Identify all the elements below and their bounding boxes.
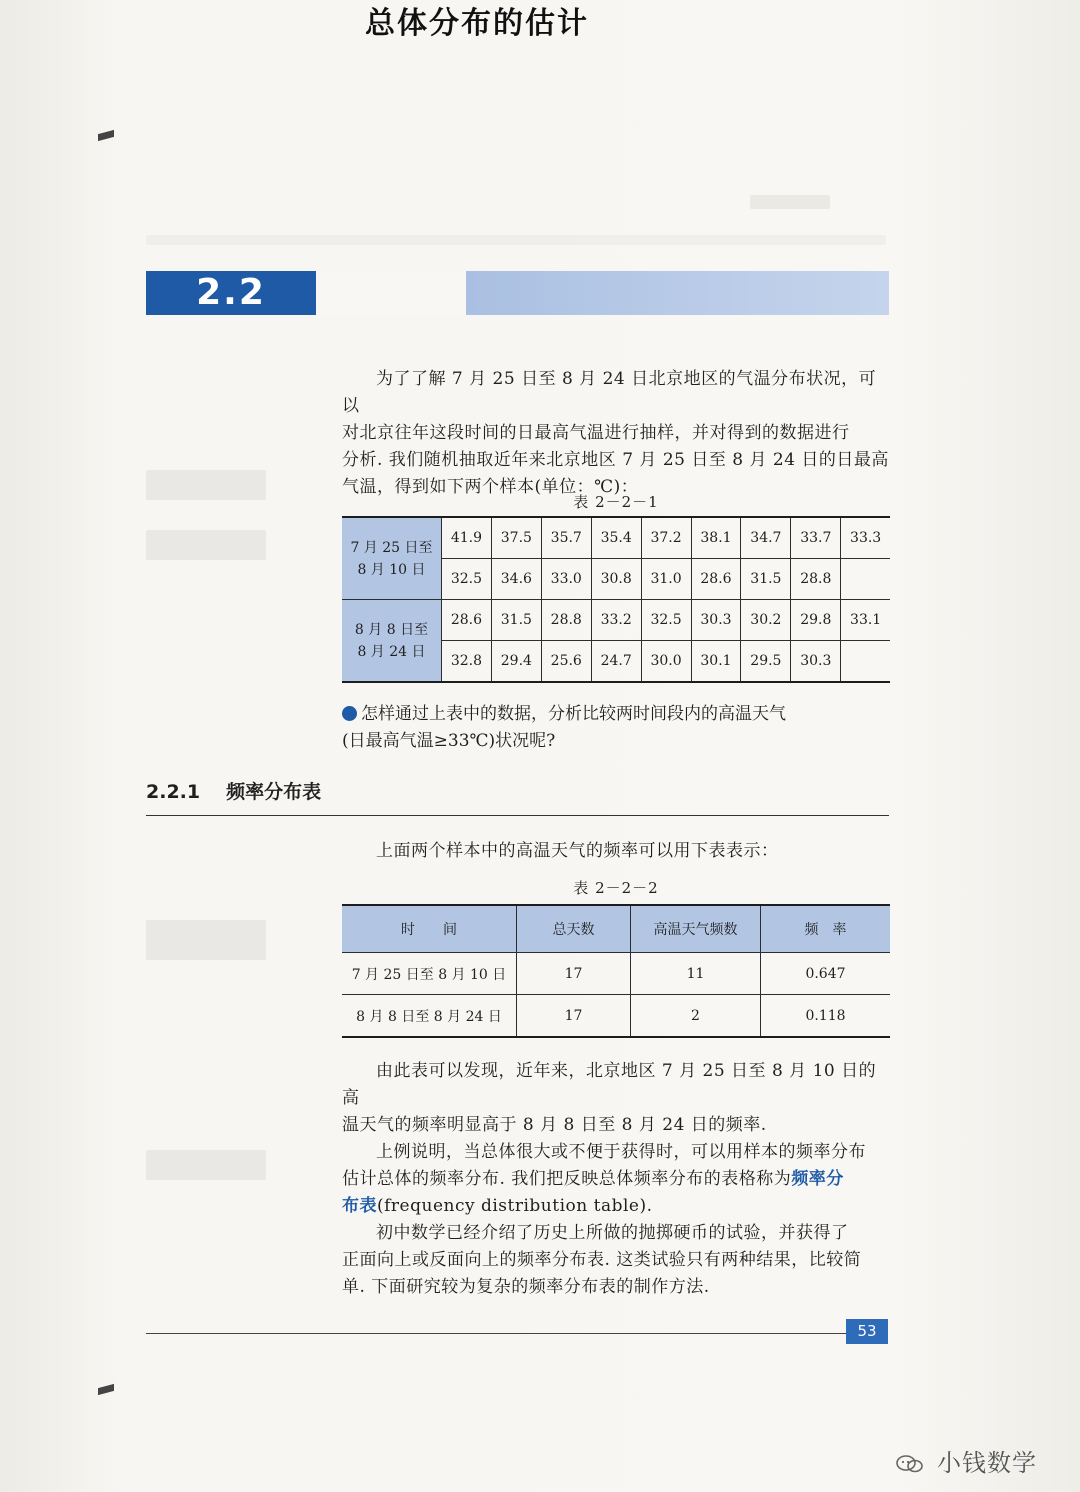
table-cell: 24.7: [591, 641, 641, 683]
bleed-through: [146, 470, 266, 500]
section-banner: [146, 271, 889, 315]
temperature-sample-table: [342, 516, 890, 683]
column-header: 总天数: [517, 905, 631, 953]
intro-paragraph: [342, 366, 890, 501]
table-row: [342, 600, 890, 641]
body-text: [342, 1058, 890, 1301]
table-cell: 38.1: [691, 517, 741, 559]
table-cell: 30.2: [741, 600, 791, 641]
subsection-heading: [146, 777, 321, 804]
table-cell: 32.8: [442, 641, 492, 683]
body-line: 由此表可以发现，近年来，北京地区 7 月 25 日至 8 月 10 日的高: [342, 1061, 877, 1108]
scan-mark: [98, 1384, 114, 1395]
key-term: 频率分: [791, 1169, 844, 1189]
table-cell: 33.0: [541, 559, 591, 600]
intro-line: 为了了解 7 月 25 日至 8 月 24 日北京地区的气温分布状况，可以: [342, 369, 877, 416]
frequency-table: [342, 904, 890, 1038]
body-line: 初中数学已经介绍了历史上所做的抛掷硬币的试验，并获得了: [376, 1223, 849, 1243]
body-line: 布表(frequency distribution table).: [342, 1196, 653, 1216]
bleed-through: [750, 195, 830, 209]
bleed-through: [146, 1150, 266, 1180]
table-cell: 0.118: [761, 995, 891, 1038]
table-cell: 11: [631, 953, 761, 995]
table-cell: 28.8: [541, 600, 591, 641]
body-line: 估计总体的频率分布. 我们把反映总体频率分布的表格称为频率分: [342, 1169, 844, 1189]
table-cell: 17: [517, 953, 631, 995]
column-header: 频 率: [761, 905, 891, 953]
table-cell: 34.6: [491, 559, 541, 600]
table-cell: 28.6: [691, 559, 741, 600]
table-cell: 29.4: [491, 641, 541, 683]
heading-divider: [146, 815, 889, 816]
intro-line: 分析. 我们随机抽取近年来北京地区 7 月 25 日至 8 月 24 日的日最高: [342, 450, 889, 470]
page-number: 53: [846, 1319, 888, 1344]
bleed-through: [146, 235, 886, 245]
subsection-title: 频率分布表: [226, 781, 322, 803]
table-row: [342, 953, 890, 995]
table-cell: 7 月 25 日至 8 月 10 日: [342, 953, 517, 995]
table-cell: 41.9: [442, 517, 492, 559]
column-header: 时 间: [342, 905, 517, 953]
table2-intro: 上面两个样本中的高温天气的频率可以用下表表示：: [376, 841, 779, 861]
section-title: 总体分布的估计: [365, 6, 589, 41]
table-cell: [841, 641, 890, 683]
table-cell: 2: [631, 995, 761, 1038]
footer-rule: [146, 1333, 846, 1334]
table-cell: 30.1: [691, 641, 741, 683]
wechat-icon: [895, 1454, 925, 1474]
column-header: 高温天气频数: [631, 905, 761, 953]
row-group-label: 7 月 25 日至 8 月 10 日: [342, 517, 442, 600]
table-cell: 30.8: [591, 559, 641, 600]
table-cell: [841, 559, 890, 600]
table-cell: 17: [517, 995, 631, 1038]
table-cell: 32.5: [442, 559, 492, 600]
bleed-through: [146, 920, 266, 960]
table-cell: 31.5: [491, 600, 541, 641]
table-cell: 34.7: [741, 517, 791, 559]
table-cell: 28.6: [442, 600, 492, 641]
table-cell: 35.4: [591, 517, 641, 559]
body-line: 上例说明，当总体很大或不便于获得时，可以用样本的频率分布: [376, 1142, 866, 1162]
body-line: 温天气的频率明显高于 8 月 8 日至 8 月 24 日的频率.: [342, 1115, 767, 1135]
body-line: 正面向上或反面向上的频率分布表. 这类试验只有两种结果，比较简: [342, 1250, 862, 1270]
bullet-icon: [342, 706, 357, 721]
table-header-row: [342, 905, 890, 953]
table-cell: 33.7: [791, 517, 841, 559]
table-cell: 29.5: [741, 641, 791, 683]
table-cell: 8 月 8 日至 8 月 24 日: [342, 995, 517, 1038]
table-cell: 33.2: [591, 600, 641, 641]
watermark-text: 小钱数学: [937, 1449, 1037, 1477]
table-row: [342, 995, 890, 1038]
section-number: 2.2: [146, 271, 316, 315]
bleed-through: [146, 530, 266, 560]
intro-line: 气温，得到如下两个样本(单位：℃)：: [342, 477, 639, 497]
key-term: 布表: [342, 1196, 377, 1216]
table-cell: 32.5: [641, 600, 691, 641]
table-cell: 37.5: [491, 517, 541, 559]
question-prompt: 怎样通过上表中的数据，分析比较两时间段内的高温天气 (日最高气温≥33℃)状况呢?: [342, 704, 786, 751]
table-row: [342, 517, 890, 559]
table-cell: 37.2: [641, 517, 691, 559]
table-cell: 33.3: [841, 517, 890, 559]
table-cell: 30.3: [791, 641, 841, 683]
table-cell: 30.0: [641, 641, 691, 683]
table1-caption: 表 2－2－1: [573, 493, 659, 511]
intro-line: 对北京往年这段时间的日最高气温进行抽样，并对得到的数据进行: [342, 423, 850, 443]
table-cell: 28.8: [791, 559, 841, 600]
table-cell: 30.3: [691, 600, 741, 641]
row-group-label: 8 月 8 日至 8 月 24 日: [342, 600, 442, 683]
table-cell: 29.8: [791, 600, 841, 641]
body-line: 单. 下面研究较为复杂的频率分布表的制作方法.: [342, 1277, 710, 1297]
table-cell: 31.5: [741, 559, 791, 600]
table2-caption: 表 2－2－2: [573, 879, 659, 897]
table-cell: 25.6: [541, 641, 591, 683]
scan-mark: [98, 130, 114, 141]
table-cell: 35.7: [541, 517, 591, 559]
subsection-number: 2.2.1: [146, 781, 201, 803]
table-cell: 0.647: [761, 953, 891, 995]
table-cell: 33.1: [841, 600, 890, 641]
table-cell: 31.0: [641, 559, 691, 600]
